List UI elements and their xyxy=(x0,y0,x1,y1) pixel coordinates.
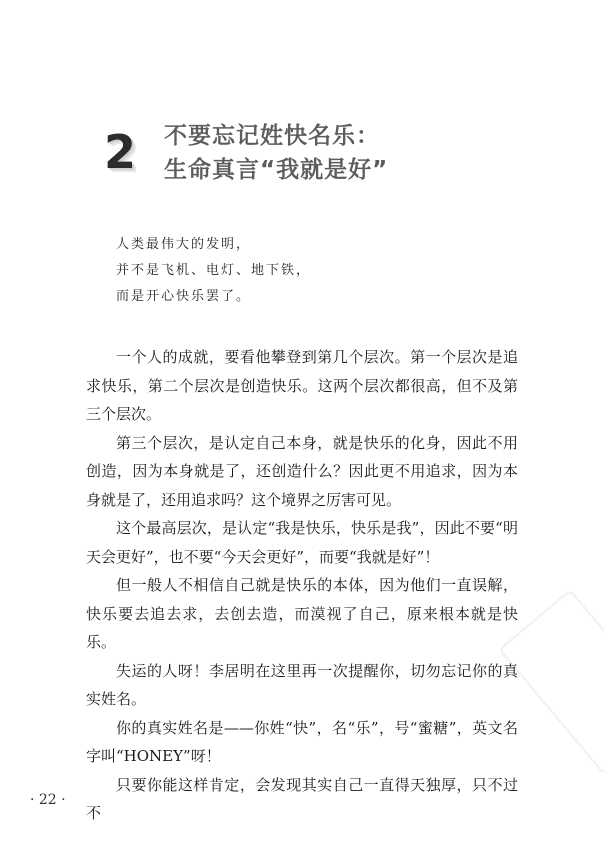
body-text xyxy=(86,343,518,828)
paragraph: 失运的人呀！李居明在这里再一次提醒你，切勿忘记你的真实姓名。 xyxy=(86,661,518,708)
chapter-title-line-2: 生命真言“我就是好” xyxy=(164,157,389,183)
paragraph: 只要你能这样肯定，会发现其实自己一直得天独厚，只不过不 xyxy=(86,775,518,822)
page-number: · 22 · xyxy=(30,792,66,808)
chapter-header xyxy=(104,115,564,195)
epigraph xyxy=(116,232,311,310)
epigraph-line: 并不是飞机、电灯、地下铁， xyxy=(116,263,312,278)
paragraph: 但一般人不相信自己就是快乐的本体，因为他们一直误解，快乐要去追去求，去创去造，而漠视了自己，原来根本就是快乐。 xyxy=(86,576,518,651)
paragraph: 你的真实姓名是——你姓“快”，名“乐”，号“蜜糖”，英文名字叫“HONEY”呀！ xyxy=(86,718,518,765)
paragraph: 这个最高层次，是认定“我是快乐，快乐是我”，因此不要“明天会更好”，也不要“今天会更好”，而要“我就是好”！ xyxy=(86,519,518,566)
chapter-title-line-1: 不要忘记姓快名乐： xyxy=(164,123,380,149)
chapter-number: 2 xyxy=(104,125,138,179)
paragraph: 第三个层次，是认定自己本身，就是快乐的化身，因此不用创造，因为本身就是了，还创造什么？因此更不用追求，因为本身就是了，还用追求吗？这个境界之厉害可见。 xyxy=(86,433,518,509)
epigraph-line: 而是开心快乐罢了。 xyxy=(116,289,252,304)
epigraph-line: 人类最伟大的发明， xyxy=(116,237,252,252)
chapter-title xyxy=(164,119,388,187)
paragraph: 一个人的成就，要看他攀登到第几个层次。第一个层次是追求快乐，第二个层次是创造快乐。这两个层次都很高，但不及第三个层次。 xyxy=(86,348,518,423)
